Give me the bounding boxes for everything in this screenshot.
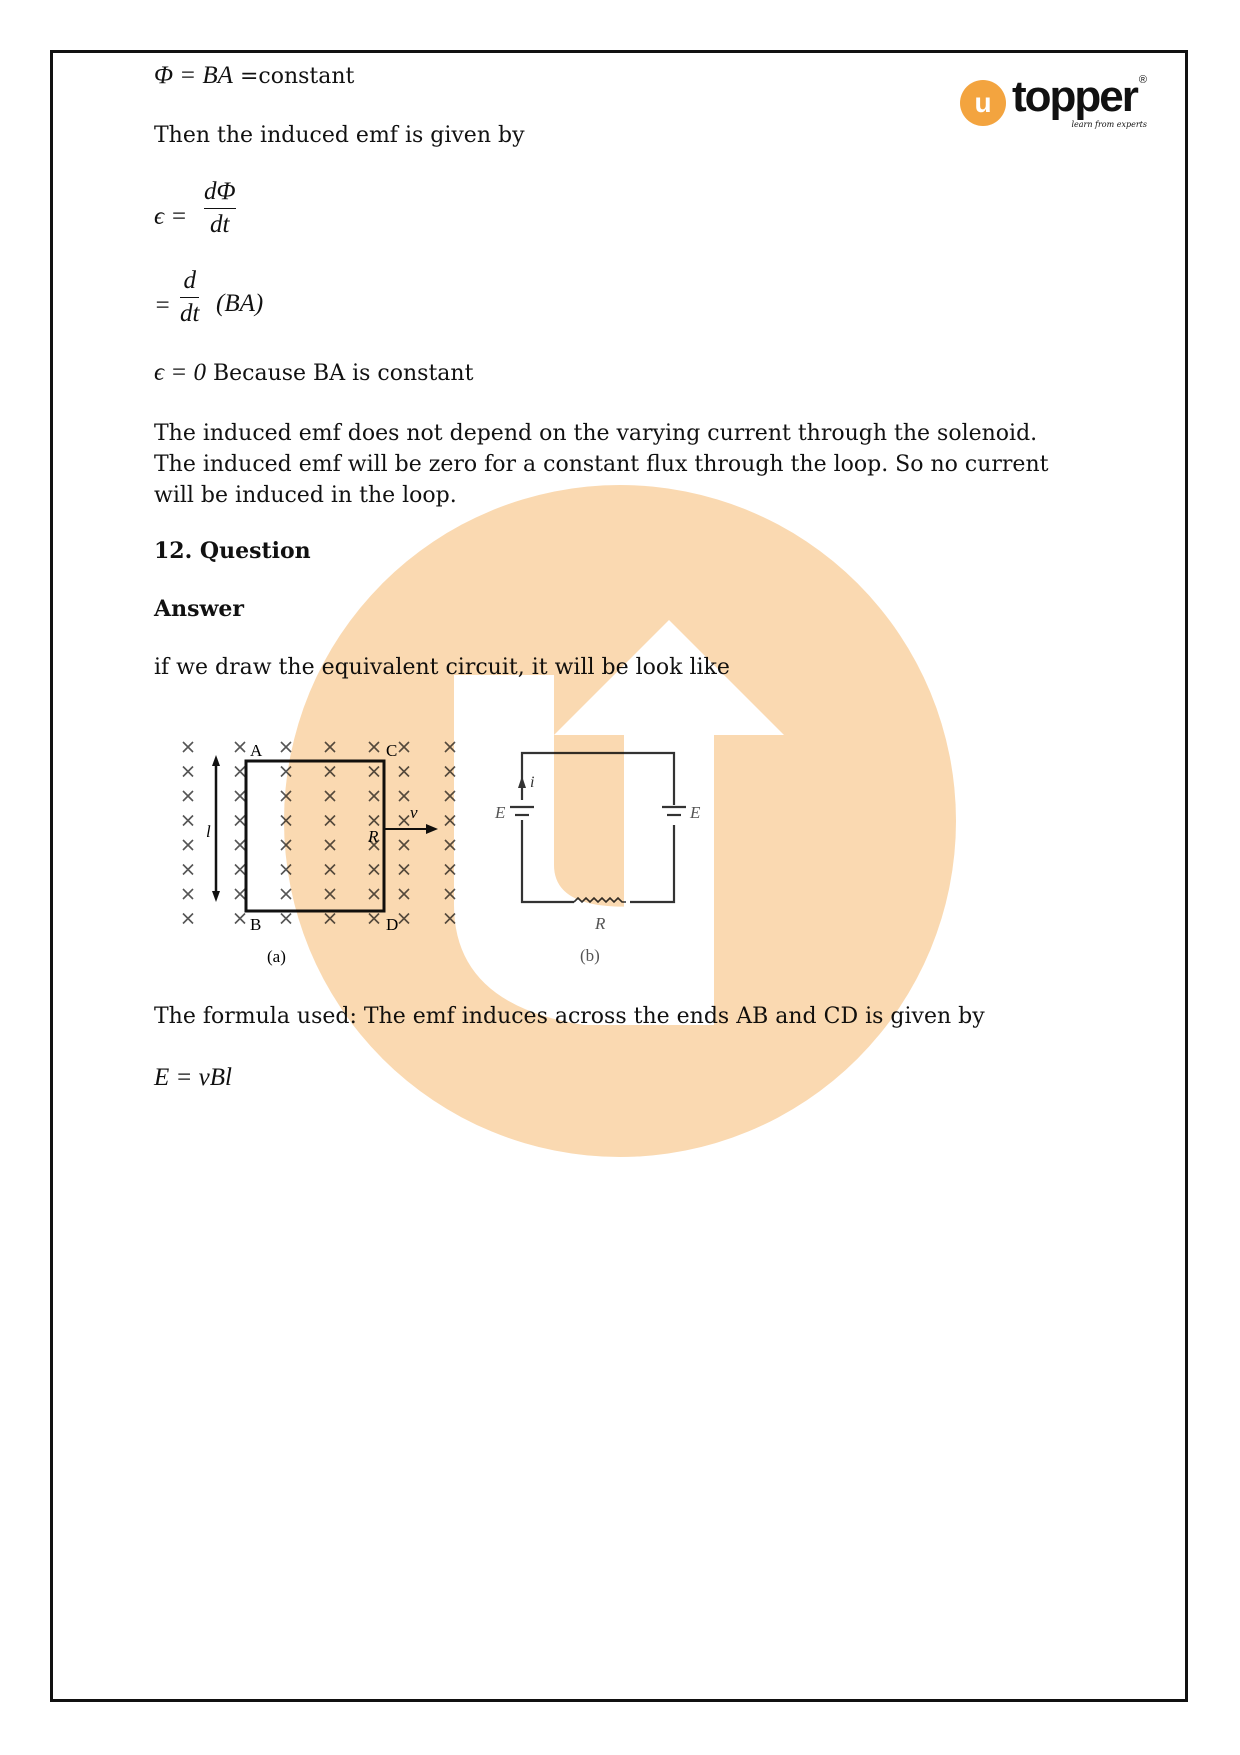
answer-intro: if we draw the equivalent circuit, it will be look like xyxy=(154,655,730,680)
field-cross-icon xyxy=(183,791,193,801)
field-cross-icon xyxy=(281,914,291,924)
magnetic-field-crosses xyxy=(183,742,455,924)
logo-word: topper xyxy=(1012,72,1137,121)
field-cross-icon xyxy=(281,840,291,850)
formula-line: The formula used: The emf induces across the ends AB and CD is given by xyxy=(154,1004,985,1029)
field-cross-icon xyxy=(445,889,455,899)
field-cross-icon xyxy=(183,889,193,899)
label-R: R xyxy=(368,827,379,846)
eq-lhs: ϵ = xyxy=(154,203,188,230)
equation-emf-vbl: E = vBl xyxy=(154,1064,232,1091)
numerator: dΦ xyxy=(204,178,236,205)
field-cross-icon xyxy=(235,791,245,801)
loop-diagram xyxy=(206,741,438,966)
field-cross-icon xyxy=(399,742,409,752)
answer-heading: Answer xyxy=(154,596,244,622)
label-A: A xyxy=(250,741,263,760)
field-cross-icon xyxy=(183,914,193,924)
field-cross-icon xyxy=(325,914,335,924)
logo-tagline: learn from experts xyxy=(1071,120,1147,129)
field-cross-icon xyxy=(235,840,245,850)
numerator: d xyxy=(183,267,196,294)
field-cross-icon xyxy=(281,865,291,875)
paragraph-explanation: The induced emf does not depend on the varying current through the solenoid. The induced emf will be zero for a constant flux through the loop. So no current will be induced in the loop. xyxy=(154,421,1049,508)
field-cross-icon xyxy=(325,889,335,899)
eq-rhs: Because BA is constant xyxy=(212,361,474,386)
label-l: l xyxy=(206,822,211,841)
field-cross-icon xyxy=(281,816,291,826)
field-cross-icon xyxy=(235,889,245,899)
logo-word-row xyxy=(1012,74,1147,120)
eq-lhs: = xyxy=(154,292,171,319)
caption-a: (a) xyxy=(267,947,286,966)
fraction xyxy=(204,178,236,239)
field-cross-icon xyxy=(369,767,379,777)
field-cross-icon xyxy=(325,816,335,826)
field-cross-icon xyxy=(399,865,409,875)
eq-lhs: ϵ = 0 xyxy=(154,359,206,386)
field-cross-icon xyxy=(235,865,245,875)
logo-text-group xyxy=(1012,74,1147,130)
field-cross-icon xyxy=(325,840,335,850)
label-i: i xyxy=(530,774,535,791)
label-R-circuit: R xyxy=(595,914,606,933)
caption-b: (b) xyxy=(580,946,600,965)
field-cross-icon xyxy=(235,767,245,777)
field-cross-icon xyxy=(399,791,409,801)
denominator: dt xyxy=(180,300,200,327)
eq-rhs: =constant xyxy=(239,64,355,89)
label-E-left: E xyxy=(495,803,506,822)
field-cross-icon xyxy=(399,767,409,777)
label-E-right: E xyxy=(690,803,701,822)
field-cross-icon xyxy=(369,865,379,875)
equation-zero xyxy=(154,359,473,387)
fraction-bar xyxy=(180,297,199,298)
field-cross-icon xyxy=(399,840,409,850)
equivalent-circuit xyxy=(494,753,701,965)
field-cross-icon xyxy=(281,742,291,752)
label-C: C xyxy=(386,741,398,760)
label-v: v xyxy=(410,803,418,822)
field-cross-icon xyxy=(369,816,379,826)
field-cross-icon xyxy=(183,840,193,850)
field-cross-icon xyxy=(445,742,455,752)
field-cross-icon xyxy=(369,914,379,924)
fraction-bar xyxy=(204,208,236,209)
field-cross-icon xyxy=(183,767,193,777)
label-D: D xyxy=(386,915,399,934)
logo-registered: ® xyxy=(1138,74,1147,86)
field-cross-icon xyxy=(235,914,245,924)
eq-lhs: Φ = BA xyxy=(154,62,233,89)
field-cross-icon xyxy=(183,742,193,752)
field-cross-icon xyxy=(445,865,455,875)
field-cross-icon xyxy=(325,742,335,752)
denominator: dt xyxy=(210,211,230,238)
field-cross-icon xyxy=(399,816,409,826)
label-B: B xyxy=(250,915,262,934)
field-cross-icon xyxy=(445,816,455,826)
field-cross-icon xyxy=(399,889,409,899)
field-cross-icon xyxy=(325,791,335,801)
field-cross-icon xyxy=(445,791,455,801)
text-then: Then the induced emf is given by xyxy=(154,123,525,148)
logo-mark-icon: u xyxy=(960,80,1006,126)
field-cross-icon xyxy=(183,865,193,875)
field-cross-icon xyxy=(281,767,291,777)
circuit-figure xyxy=(170,730,730,980)
field-cross-icon xyxy=(399,914,409,924)
field-cross-icon xyxy=(325,865,335,875)
field-cross-icon xyxy=(445,840,455,850)
field-cross-icon xyxy=(369,791,379,801)
field-cross-icon xyxy=(445,914,455,924)
field-cross-icon xyxy=(183,816,193,826)
field-cross-icon xyxy=(235,742,245,752)
fraction xyxy=(180,267,199,328)
field-cross-icon xyxy=(369,742,379,752)
field-cross-icon xyxy=(281,889,291,899)
field-cross-icon xyxy=(445,767,455,777)
field-cross-icon xyxy=(281,791,291,801)
field-cross-icon xyxy=(235,816,245,826)
topper-logo xyxy=(960,74,1147,130)
equation-flux xyxy=(154,62,354,90)
field-cross-icon xyxy=(369,889,379,899)
question-heading: 12. Question xyxy=(154,538,311,564)
field-cross-icon xyxy=(325,767,335,777)
eq-rhs: (BA) xyxy=(216,290,264,317)
